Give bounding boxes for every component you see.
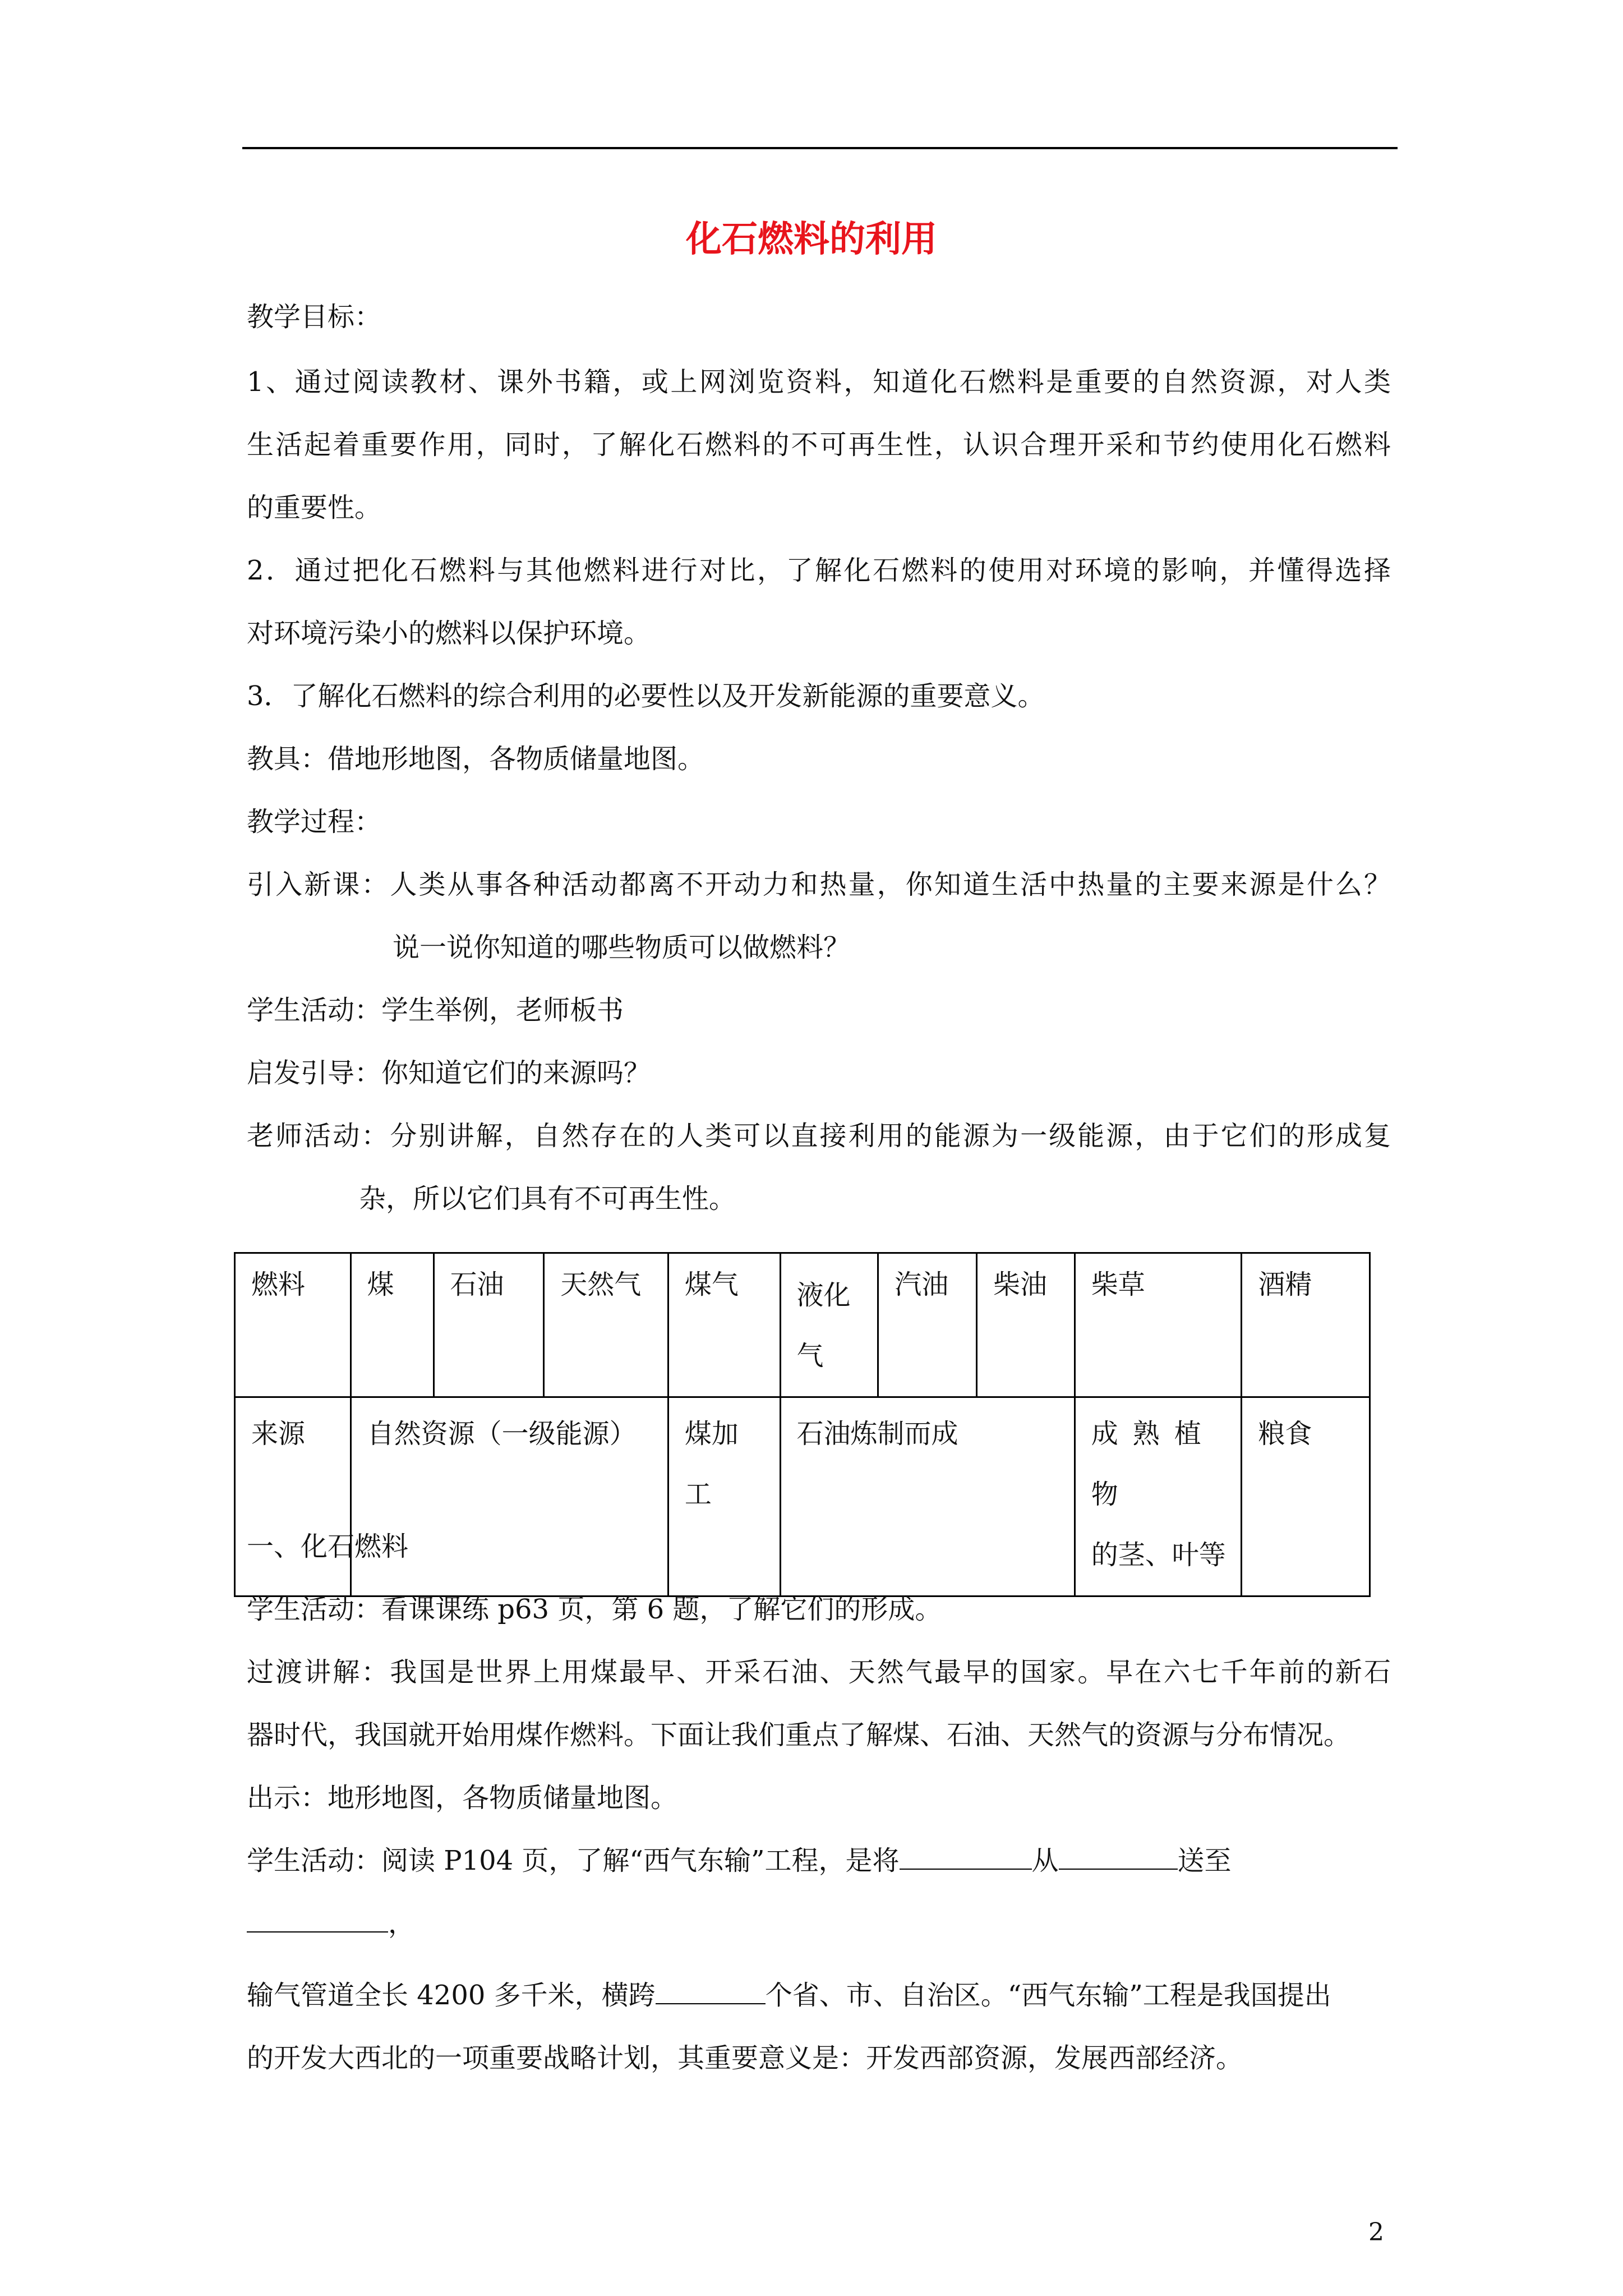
pipeline-text-a: 输气管道全长 4200 多千米，横跨 [247,1980,656,2011]
table-cell-oil: 石油 [434,1253,544,1397]
table-cell-alcohol: 酒精 [1242,1253,1370,1397]
goal1-line2: 生活起着重要作用，同时，了解化石燃料的不可再生性，认识合理开采和节约使用化石燃料 [247,429,1391,461]
section1-heading: 一、化石燃料 [247,1531,409,1562]
table-cell-gasoline: 汽油 [878,1253,977,1397]
goal2-line1: 2．通过把化石燃料与其他燃料进行对比，了解化石燃料的使用对环境的影响，并懂得选择 [247,555,1391,586]
table-cell-coal: 煤 [351,1253,434,1397]
student-activity-3-text-b: 从 [1031,1845,1059,1876]
goal3: 3．了解化石燃料的综合利用的必要性以及开发新能源的重要意义。 [247,680,1045,712]
table-cell-straw: 柴草 [1075,1253,1242,1397]
transition-line1: 过渡讲解：我国是世界上用煤最早、开采石油、天然气最早的国家。早在六七千年前的新石 [247,1657,1391,1688]
table-cell-source-straw [1075,1397,1242,1596]
table-cell-source-label: 来源 [235,1397,351,1596]
fill-blank-4[interactable] [656,1982,766,2004]
page-number: 2 [1368,2218,1384,2247]
table-row [235,1397,1370,1596]
table-cell-source-natural: 自然资源（一级能源） [351,1397,668,1596]
student-activity-3 [247,1841,1232,1880]
pipeline-text-b: 个省、市、自治区。“西气东输”工程是我国提出 [765,1980,1331,2011]
show-materials: 出示：地形地图，各物质储量地图。 [247,1782,678,1814]
table-cell-source-oil: 石油炼制而成 [780,1397,1075,1596]
goal1-line1: 1、通过阅读教材、课外书籍，或上网浏览资料，知道化石燃料是重要的自然资源，对人类 [247,366,1391,398]
table-cell-fuel-label: 燃料 [235,1253,351,1397]
table-row [235,1253,1370,1397]
table-cell-source-coal-gas: 煤加工 [668,1397,780,1596]
intro-line2: 说一说你知道的哪些物质可以做燃料？ [393,932,851,963]
table-cell-diesel: 柴油 [977,1253,1075,1397]
fill-blank-1[interactable] [900,1847,1032,1870]
pipeline-line1 [247,1976,1331,2015]
table-cell-source-alcohol: 粮食 [1242,1397,1370,1596]
source-straw-line2: 的茎、叶等 [1091,1539,1226,1571]
section-goals-heading: 教学目标： [247,301,382,333]
student-activity-2: 学生活动：看课课练 p63 页，第 6 题，了解它们的形成。 [247,1594,942,1625]
teacher-activity-line1: 老师活动：分别讲解，自然存在的人类可以直接利用的能源为一级能源，由于它们的形成复 [247,1120,1391,1152]
table-cell-coal-gas: 煤气 [668,1253,780,1397]
page-title: 化石燃料的利用 [686,218,937,260]
fill-blank-3[interactable] [247,1910,388,1932]
fill-blank-2[interactable] [1059,1847,1178,1870]
teaching-tools: 教具：借地形地图，各物质储量地图。 [247,743,705,775]
student-activity-1: 学生活动：学生举例，老师板书 [247,995,624,1026]
transition-line2: 器时代，我国就开始用煤作燃料。下面让我们重点了解煤、石油、天然气的资源与分布情况。 [247,1719,1351,1751]
goal2-line2: 对环境污染小的燃料以保护环境。 [247,618,651,649]
teaching-process-heading: 教学过程： [247,806,382,838]
student-activity-3-text-a: 学生活动：阅读 P104 页，了解“西气东输”工程，是将 [247,1845,900,1876]
intro-line1: 引入新课：人类从事各种活动都离不开动力和热量，你知道生活中热量的主要来源是什么？ [247,869,1391,900]
pipeline-line2: 的开发大西北的一项重要战略计划，其重要意义是：开发西部资源，发展西部经济。 [247,2042,1243,2074]
table-cell-natural-gas: 天然气 [544,1253,668,1397]
table-cell-lpg: 液化气 [780,1253,878,1397]
guide-question: 启发引导：你知道它们的来源吗？ [247,1057,651,1089]
student-activity-3-cont [247,1904,415,1943]
header-rule [242,147,1398,149]
teacher-activity-line2: 杂，所以它们具有不可再生性。 [359,1183,736,1214]
student-activity-3-text-c: 送至 [1177,1845,1232,1876]
source-straw-line1: 成熟植物 [1091,1418,1216,1510]
comma: ， [388,1908,416,1939]
goal1-line3: 的重要性。 [247,492,382,523]
